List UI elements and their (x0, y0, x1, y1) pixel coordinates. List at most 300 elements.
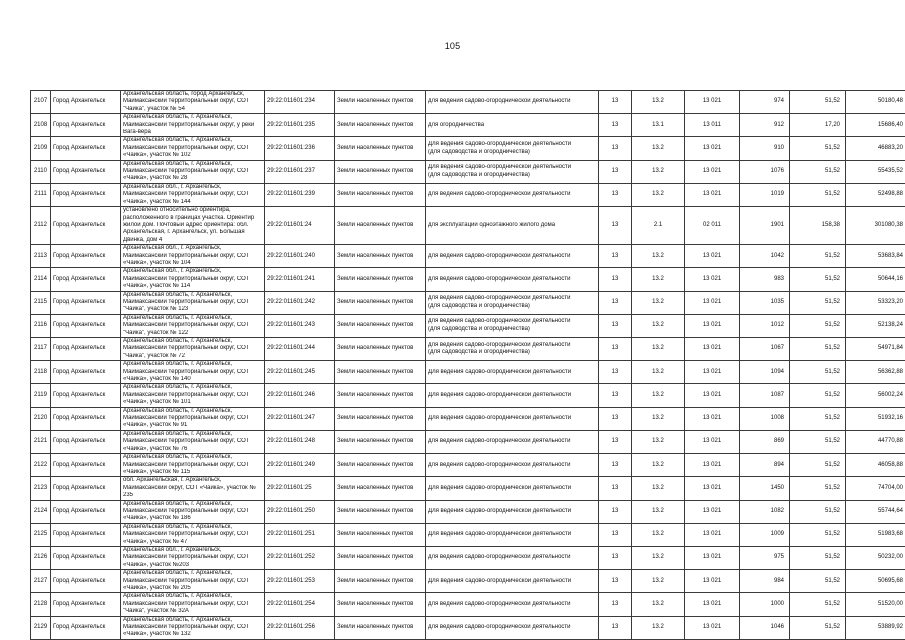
cadastral-value-cell: 50180,48 (846, 91, 905, 114)
cadastral-value-cell: 46883,20 (846, 137, 905, 160)
permitted-use-line: Для ведения садово-огороднической деятельности (428, 415, 572, 422)
table-row (31, 291, 905, 314)
rate-cell: 51,52 (790, 314, 846, 337)
table-row (31, 616, 905, 639)
address-line: Маймаксанский территориальный округ, СОТ (123, 438, 250, 445)
row-number-cell: 2112 (31, 207, 51, 245)
cadastral-number-cell: 29:22:011601:253 (265, 570, 335, 593)
cadastral-value-cell: 52138,24 (846, 314, 905, 337)
cadastral-number-cell: 29:22:011601:246 (265, 384, 335, 407)
address-line: Маймаксанский территориальный округ, СОТ (123, 322, 250, 329)
permitted-use-line: Для ведения садово-огороднической деятельности (428, 368, 572, 375)
code-1-cell: 13 (599, 160, 632, 183)
row-number-cell: 2128 (31, 593, 51, 616)
code-2-cell: 13.2 (632, 523, 685, 546)
row-number-cell: 2127 (31, 570, 51, 593)
address-line: Маймаксанский территориальный округ, СОТ (123, 252, 250, 259)
address-line: «Чайка», участок № 132 (123, 631, 191, 638)
table-row (31, 361, 905, 384)
code-1-cell: 13 (599, 291, 632, 314)
address-line: «Чайка», участок №203 (123, 561, 190, 568)
permitted-use-cell (426, 523, 599, 546)
address-line: «Чайка», участок № 91 (123, 422, 188, 429)
address-cell (121, 477, 265, 500)
permitted-use-line: для ведения садово-огороднической деятельности (428, 600, 571, 607)
code-1-cell: 13 (599, 183, 632, 206)
cadastral-value-cell: 46058,88 (846, 454, 905, 477)
address-line: «Чайка», участок № 144 (123, 198, 191, 205)
area-cell: 869 (740, 430, 790, 453)
land-category-cell: Земли населенных пунктов (335, 268, 426, 291)
code-2-cell: 13.2 (632, 291, 685, 314)
permitted-use-line: для ведения садово-огороднической деятельности (428, 191, 571, 198)
address-line: Архангельская область, г. Архангельск, (123, 430, 232, 437)
municipality-cell: Город Архангельск (51, 91, 121, 114)
area-cell: 1035 (740, 291, 790, 314)
address-cell (121, 407, 265, 430)
permitted-use-cell (426, 160, 599, 183)
code-1-cell: 13 (599, 454, 632, 477)
rate-cell: 17,20 (790, 114, 846, 137)
permitted-use-line: Для ведения садово-огороднической деятельности (428, 484, 572, 491)
land-category-cell: Земли населенных пунктов (335, 454, 426, 477)
rate-cell: 51,52 (790, 183, 846, 206)
permitted-use-line: для ведения садово-огороднической деятельности (428, 98, 571, 105)
row-number-cell: 2111 (31, 183, 51, 206)
municipality-cell: Город Архангельск (51, 268, 121, 291)
permitted-use-line: для ведения садово-огороднической деятельности (428, 275, 571, 282)
area-cell: 975 (740, 546, 790, 569)
rate-cell: 51,52 (790, 361, 846, 384)
land-category-cell: Земли населенных пунктов (335, 546, 426, 569)
area-cell: 1042 (740, 245, 790, 268)
area-cell: 1076 (740, 160, 790, 183)
cadastral-value-cell: 50232,00 (846, 546, 905, 569)
row-number-cell: 2129 (31, 616, 51, 639)
permitted-use-line: (для садоводства и огородничества) (428, 171, 530, 178)
rate-cell: 51,52 (790, 137, 846, 160)
municipality-cell: Город Архангельск (51, 245, 121, 268)
address-line: Маймаксанский территориальный округ, СОТ (123, 144, 250, 151)
municipality-cell: Город Архангельск (51, 570, 121, 593)
code-3-cell: 13 021 (685, 546, 740, 569)
permitted-use-line: для ведения садово-огороднической деятельности (428, 554, 571, 561)
permitted-use-cell (426, 361, 599, 384)
address-line: Маймаксанский территориальный округ, СОТ (123, 98, 250, 105)
address-line: Вага-вера (123, 129, 151, 136)
cadastral-number-cell: 29:22:011601:241 (265, 268, 335, 291)
area-cell: 1046 (740, 616, 790, 639)
cadastral-number-cell: 29:22:011601:242 (265, 291, 335, 314)
row-number-cell: 2125 (31, 523, 51, 546)
code-1-cell: 13 (599, 314, 632, 337)
code-2-cell: 13.2 (632, 268, 685, 291)
address-line: «Чайка», участок № 47 (123, 538, 188, 545)
address-line: расположенного в границах участка. Ориентир (123, 214, 255, 221)
address-line: Маймаксанский территориальный округ, СОТ (123, 345, 250, 352)
code-2-cell: 13.2 (632, 338, 685, 361)
address-line: Маймаксанский территориальный округ, СОТ (123, 298, 250, 305)
rate-cell: 158,38 (790, 207, 846, 245)
cadastral-number-cell: 29:22:011601:249 (265, 454, 335, 477)
address-line: «Чайка», участок № 114 (123, 283, 191, 290)
table-row (31, 384, 905, 407)
municipality-cell: Город Архангельск (51, 291, 121, 314)
cadastral-number-cell: 29:22:011601:256 (265, 616, 335, 639)
permitted-use-line: для огородничества (428, 121, 485, 128)
address-line: «Чайка», участок № 186 (123, 515, 191, 522)
code-1-cell: 13 (599, 407, 632, 430)
permitted-use-line: для ведения садово-огороднической деятельности (428, 295, 571, 302)
rate-cell: 51,52 (790, 291, 846, 314)
area-cell: 974 (740, 91, 790, 114)
cadastral-number-cell: 29:22:011601:25 (265, 477, 335, 500)
address-line: Архангельская область, г. Архангельск, (123, 454, 232, 461)
code-1-cell: 13 (599, 137, 632, 160)
address-cell (121, 268, 265, 291)
cadastral-value-cell: 15686,40 (846, 114, 905, 137)
permitted-use-line: (для садоводства и огородничества) (428, 349, 530, 356)
address-cell (121, 338, 265, 361)
code-3-cell: 13 021 (685, 593, 740, 616)
address-line: Маймаксанский территориальный округ, СОТ (123, 368, 250, 375)
rate-cell: 51,52 (790, 546, 846, 569)
cadastral-number-cell: 29:22:011601:243 (265, 314, 335, 337)
cadastral-value-table (30, 90, 905, 640)
area-cell: 1009 (740, 523, 790, 546)
permitted-use-line: Для ведения садово-огороднической деятельности (428, 531, 572, 538)
code-2-cell: 13.2 (632, 183, 685, 206)
address-line: 235 (123, 492, 134, 499)
table-row (31, 454, 905, 477)
land-category-cell: Земли населенных пунктов (335, 384, 426, 407)
code-3-cell: 13 021 (685, 268, 740, 291)
land-category-cell: Земли населенных пунктов (335, 523, 426, 546)
address-line: Архангельская, г. Архангельск, ул. Большая (123, 229, 245, 236)
land-category-cell: Земли населенных пунктов (335, 430, 426, 453)
address-cell (121, 160, 265, 183)
table-row (31, 114, 905, 137)
permitted-use-line: Для ведения садово-огороднической деятельности (428, 391, 572, 398)
permitted-use-line: для ведения садово-огороднической деятельности (428, 461, 571, 468)
address-line: «Чайка», участок № 102 (123, 152, 191, 159)
area-cell: 910 (740, 137, 790, 160)
address-line: Маймаксанский территориальный округ, СОТ (123, 554, 250, 561)
permitted-use-cell (426, 430, 599, 453)
land-category-cell: Земли населенных пунктов (335, 91, 426, 114)
code-3-cell: 13 021 (685, 407, 740, 430)
rate-cell: 51,52 (790, 91, 846, 114)
code-2-cell: 13.2 (632, 160, 685, 183)
address-line: Маймаксанский округ, СОТ «Чайка», участок № (123, 484, 256, 491)
permitted-use-line: Для ведения садово-огороднической деятельности (428, 164, 572, 171)
land-category-cell: Земли населенных пунктов (335, 338, 426, 361)
municipality-cell: Город Архангельск (51, 454, 121, 477)
code-1-cell: 13 (599, 477, 632, 500)
code-3-cell: 13 021 (685, 137, 740, 160)
land-category-cell: Земли населенных пунктов (335, 361, 426, 384)
rate-cell: 51,52 (790, 454, 846, 477)
area-cell: 1094 (740, 361, 790, 384)
permitted-use-cell (426, 500, 599, 523)
permitted-use-line: для ведения садово-огороднической деятельности (428, 624, 571, 631)
cadastral-number-cell: 29:22:011601:239 (265, 183, 335, 206)
table-row (31, 91, 905, 114)
address-line: Маймаксанский территориальный округ, СОТ (123, 624, 250, 631)
municipality-cell: Город Архангельск (51, 477, 121, 500)
cadastral-number-cell: 29:22:011601:250 (265, 500, 335, 523)
cadastral-number-cell: 29:22:011601:251 (265, 523, 335, 546)
permitted-use-line: (для садоводства и огородничества) (428, 325, 530, 332)
address-line: Архангельская область, г. Архангельск, (123, 384, 232, 391)
code-3-cell: 13 021 (685, 523, 740, 546)
address-cell (121, 114, 265, 137)
address-line: Архангельская область, город Архангельск, (123, 91, 245, 97)
cadastral-value-cell: 54971,84 (846, 338, 905, 361)
address-line: Архангельская область, г. Архангельск, (123, 500, 232, 507)
address-line: "Чайка", участок № 32А (123, 608, 189, 615)
address-line: Маймаксанский территориальный округ, у реки (123, 121, 255, 128)
table-row (31, 546, 905, 569)
code-2-cell: 13.2 (632, 570, 685, 593)
permitted-use-cell (426, 291, 599, 314)
code-3-cell: 13 011 (685, 114, 740, 137)
row-number-cell: 2114 (31, 268, 51, 291)
row-number-cell: 2113 (31, 245, 51, 268)
code-2-cell: 13.2 (632, 314, 685, 337)
page-number: 105 (444, 41, 461, 51)
code-3-cell: 13 021 (685, 570, 740, 593)
land-category-cell: Земли населенных пунктов (335, 291, 426, 314)
address-line: жилой дом. Почтовый адрес ориентира: обл. (123, 221, 249, 228)
code-1-cell: 13 (599, 338, 632, 361)
address-line: Маймаксанский территориальный округ, СОТ (123, 191, 250, 198)
permitted-use-line: для ведения садово-огороднической деятельности (428, 341, 571, 348)
address-line: Маймаксанский территориальный округ, СОТ (123, 275, 250, 282)
table-row (31, 477, 905, 500)
permitted-use-line: для эксплуатации одноэтажного жилого дома (428, 221, 556, 228)
code-3-cell: 13 021 (685, 430, 740, 453)
row-number-cell: 2107 (31, 91, 51, 114)
table-row (31, 245, 905, 268)
address-line: Маймаксанский территориальный округ, СОТ (123, 507, 250, 514)
code-1-cell: 13 (599, 593, 632, 616)
code-1-cell: 13 (599, 570, 632, 593)
address-line: Маймаксанский территориальный округ, СОТ (123, 168, 250, 175)
address-line: обл. Архангельская, г. Архангельск, (123, 477, 222, 484)
code-1-cell: 13 (599, 430, 632, 453)
address-line: «Чайка», участок № 28 (123, 175, 188, 182)
code-3-cell: 13 021 (685, 160, 740, 183)
address-cell (121, 137, 265, 160)
table-row (31, 160, 905, 183)
cadastral-value-cell: 56002,24 (846, 384, 905, 407)
permitted-use-cell (426, 137, 599, 160)
address-line: «Чайка», участок № 104 (123, 259, 191, 266)
code-3-cell: 13 021 (685, 183, 740, 206)
area-cell: 1087 (740, 384, 790, 407)
permitted-use-cell (426, 114, 599, 137)
address-cell (121, 570, 265, 593)
cadastral-value-cell: 55435,52 (846, 160, 905, 183)
cadastral-number-cell: 29:22:011601:236 (265, 137, 335, 160)
code-1-cell: 13 (599, 361, 632, 384)
address-line: Архангельская обл., г. Архангельск, (123, 268, 222, 275)
permitted-use-line: Для ведения садово-огороднической деятельности (428, 577, 572, 584)
rate-cell: 51,52 (790, 384, 846, 407)
cadastral-value-cell: 44770,88 (846, 430, 905, 453)
code-3-cell: 13 021 (685, 338, 740, 361)
code-2-cell: 13.2 (632, 91, 685, 114)
table-row (31, 570, 905, 593)
land-category-cell: Земли населенных пунктов (335, 500, 426, 523)
code-1-cell: 13 (599, 114, 632, 137)
land-category-cell: Земли населенных пунктов (335, 407, 426, 430)
code-3-cell: 13 021 (685, 245, 740, 268)
permitted-use-cell (426, 477, 599, 500)
address-cell (121, 291, 265, 314)
municipality-cell: Город Архангельск (51, 314, 121, 337)
address-cell (121, 500, 265, 523)
code-2-cell: 13.2 (632, 454, 685, 477)
permitted-use-cell (426, 314, 599, 337)
address-cell (121, 430, 265, 453)
address-line: Архангельская область, г. Архангельск, (123, 137, 232, 144)
code-3-cell: 13 021 (685, 477, 740, 500)
area-cell: 1008 (740, 407, 790, 430)
land-category-cell: Земли населенных пунктов (335, 183, 426, 206)
address-line: Архангельская область, г. Архангельск, (123, 407, 232, 414)
municipality-cell: Город Архангельск (51, 616, 121, 639)
code-3-cell: 13 021 (685, 361, 740, 384)
rate-cell: 51,52 (790, 593, 846, 616)
code-1-cell: 13 (599, 245, 632, 268)
cadastral-number-cell: 29:22:011601:247 (265, 407, 335, 430)
address-cell (121, 546, 265, 569)
permitted-use-cell (426, 183, 599, 206)
code-2-cell: 13.2 (632, 407, 685, 430)
address-line: "Чайка", участок № 54 (123, 105, 185, 112)
permitted-use-cell (426, 384, 599, 407)
area-cell: 1067 (740, 338, 790, 361)
cadastral-number-cell: 29:22:011601:245 (265, 361, 335, 384)
land-category-cell: Земли населенных пунктов (335, 477, 426, 500)
address-cell (121, 207, 265, 245)
code-3-cell: 13 021 (685, 454, 740, 477)
permitted-use-line: (для садоводства и огородничества) (428, 148, 530, 155)
land-category-cell: Земли населенных пунктов (335, 114, 426, 137)
rate-cell: 51,52 (790, 477, 846, 500)
row-number-cell: 2116 (31, 314, 51, 337)
code-2-cell: 13.2 (632, 245, 685, 268)
municipality-cell: Город Архангельск (51, 207, 121, 245)
land-category-cell: Земли населенных пунктов (335, 593, 426, 616)
cadastral-number-cell: 29:22:011601:237 (265, 160, 335, 183)
address-line: Маймаксанский территориальный округ, СОТ (123, 531, 250, 538)
address-cell (121, 183, 265, 206)
land-category-cell: Земли населенных пунктов (335, 570, 426, 593)
row-number-cell: 2120 (31, 407, 51, 430)
address-cell (121, 593, 265, 616)
code-2-cell: 13.2 (632, 477, 685, 500)
municipality-cell: Город Архангельск (51, 361, 121, 384)
table-row (31, 523, 905, 546)
rate-cell: 51,52 (790, 500, 846, 523)
address-line: «Чайка», участок № 140 (123, 376, 191, 383)
address-cell (121, 361, 265, 384)
address-cell (121, 616, 265, 639)
rate-cell: 51,52 (790, 338, 846, 361)
code-1-cell: 13 (599, 500, 632, 523)
address-line: Архангельская обл., г. Архангельск, (123, 245, 222, 252)
cadastral-value-cell: 301080,38 (846, 207, 905, 245)
rate-cell: 51,52 (790, 407, 846, 430)
municipality-cell: Город Архангельск (51, 160, 121, 183)
land-category-cell: Земли населенных пунктов (335, 245, 426, 268)
address-line: «Чайка», участок № 115 (123, 468, 191, 475)
code-1-cell: 13 (599, 268, 632, 291)
area-cell: 1012 (740, 314, 790, 337)
area-cell: 983 (740, 268, 790, 291)
row-number-cell: 2124 (31, 500, 51, 523)
table-row (31, 430, 905, 453)
land-category-cell: Земли населенных пунктов (335, 137, 426, 160)
cadastral-value-cell: 50695,68 (846, 570, 905, 593)
cadastral-value-cell: 74704,00 (846, 477, 905, 500)
code-3-cell: 13 021 (685, 500, 740, 523)
permitted-use-cell (426, 616, 599, 639)
address-line: Архангельская область, г. Архангельск, (123, 160, 232, 167)
address-line: Архангельская область, г. Архангельск, (123, 361, 232, 368)
cadastral-value-cell: 53683,84 (846, 245, 905, 268)
table-body (31, 91, 905, 640)
cadastral-value-cell: 51983,68 (846, 523, 905, 546)
municipality-cell: Город Архангельск (51, 384, 121, 407)
address-line: Маймаксанский территориальный округ, СОТ (123, 577, 250, 584)
permitted-use-cell (426, 407, 599, 430)
area-cell: 1019 (740, 183, 790, 206)
permitted-use-line: для ведения садово-огороднической деятельности (428, 318, 571, 325)
municipality-cell: Город Архангельск (51, 338, 121, 361)
address-cell (121, 314, 265, 337)
code-2-cell: 13.2 (632, 137, 685, 160)
table-row (31, 183, 905, 206)
row-number-cell: 2118 (31, 361, 51, 384)
cadastral-number-cell: 29:22:011601:248 (265, 430, 335, 453)
permitted-use-cell (426, 338, 599, 361)
permitted-use-cell (426, 454, 599, 477)
permitted-use-line: для ведения садово-огороднической деятельности (428, 438, 571, 445)
address-cell (121, 384, 265, 407)
permitted-use-cell (426, 593, 599, 616)
cadastral-number-cell: 29:22:011601:234 (265, 91, 335, 114)
address-line: Архангельская область, г. Архангельск, (123, 338, 232, 344)
row-number-cell: 2110 (31, 160, 51, 183)
code-2-cell: 2.1 (632, 207, 685, 245)
address-line: Маймаксанский территориальный округ, СОТ (123, 600, 250, 607)
code-2-cell: 13.2 (632, 384, 685, 407)
municipality-cell: Город Архангельск (51, 593, 121, 616)
area-cell: 984 (740, 570, 790, 593)
cadastral-number-cell: 29:22:011601:252 (265, 546, 335, 569)
cadastral-value-cell: 51520,00 (846, 593, 905, 616)
cadastral-number-cell: 29:22:011601:235 (265, 114, 335, 137)
municipality-cell: Город Архангельск (51, 523, 121, 546)
row-number-cell: 2121 (31, 430, 51, 453)
code-1-cell: 13 (599, 523, 632, 546)
address-line: «Чайка», участок № 76 (123, 445, 188, 452)
address-cell (121, 523, 265, 546)
